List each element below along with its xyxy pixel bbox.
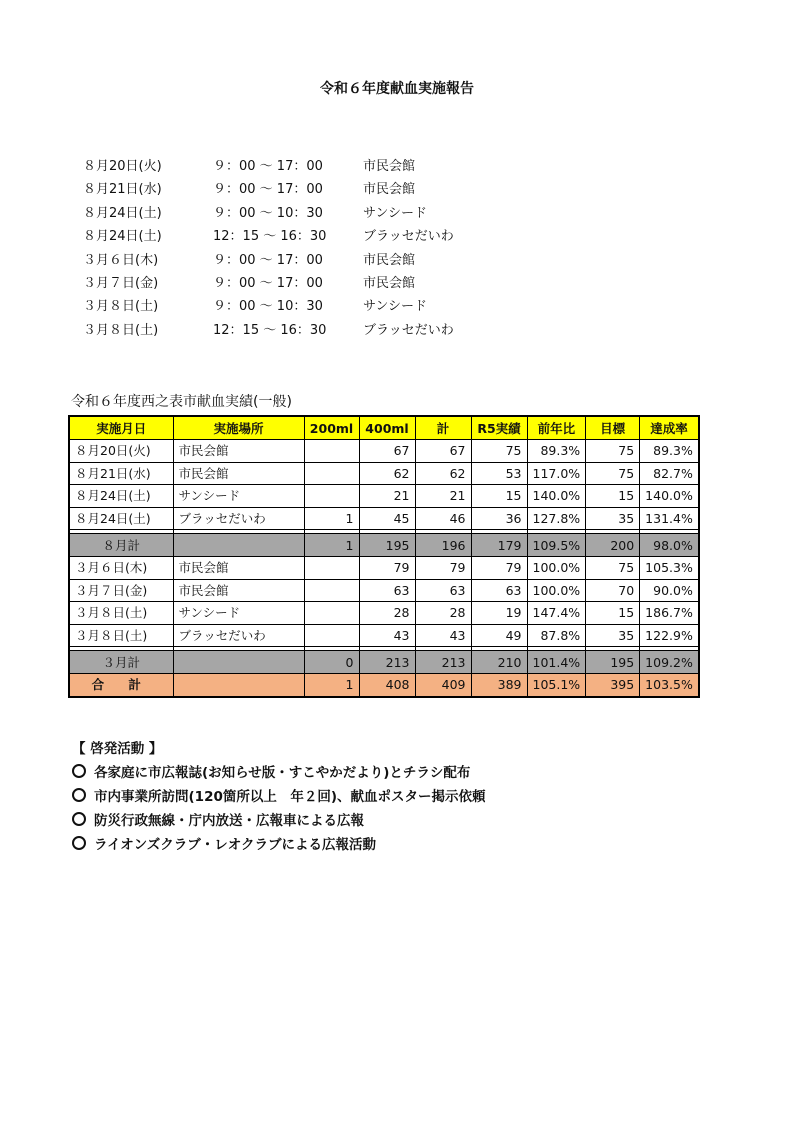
- schedule-place: ブラッセだいわ: [363, 322, 454, 338]
- cell-target: 200: [586, 534, 640, 557]
- subtotal-row-march: [69, 651, 699, 674]
- cell-date: ３月７日(金): [69, 579, 173, 602]
- schedule-place: ブラッセだいわ: [363, 229, 454, 245]
- cell-yoy: 105.1%: [527, 673, 586, 696]
- cell-400ml: 21: [359, 485, 415, 508]
- cell-yoy: 101.4%: [527, 651, 586, 674]
- cell-achievement: 109.2%: [640, 651, 699, 674]
- schedule-place: 市民会館: [363, 159, 416, 174]
- cell-r5: 79: [471, 556, 527, 579]
- cell-total: 213: [415, 651, 471, 674]
- cell-total: 67: [415, 440, 471, 463]
- circle-bullet-icon: [72, 788, 86, 802]
- cell-yoy: 100.0%: [527, 556, 586, 579]
- schedule-time: ９：00 ～ 10：30: [213, 205, 323, 221]
- cell-400ml: 45: [359, 507, 415, 530]
- activity-text: ライオンズクラブ・レオクラブによる広報活動: [94, 837, 377, 853]
- schedule-place: 市民会館: [363, 182, 416, 198]
- cell-target: 395: [586, 673, 640, 696]
- activity-item: [72, 809, 486, 833]
- cell-place: [173, 534, 304, 557]
- cell-r5: 53: [471, 462, 527, 485]
- cell-200ml: 1: [304, 507, 359, 530]
- cell-achievement: 82.7%: [640, 462, 699, 485]
- schedule-place: サンシード: [363, 205, 428, 221]
- header-place: 実施場所: [173, 416, 304, 440]
- table-row: [69, 624, 699, 647]
- activity-text: 市内事業所訪問(120箇所以上 年２回)、献血ポスター掲示依頼: [94, 789, 486, 805]
- cell-target: 75: [586, 462, 640, 485]
- cell-total: 196: [415, 534, 471, 557]
- cell-place: 市民会館: [173, 462, 304, 485]
- cell-target: 35: [586, 624, 640, 647]
- cell-achievement: 186.7%: [640, 602, 699, 625]
- schedule-date: ８月24日(土): [83, 229, 162, 245]
- schedule-time: 12：15 ～ 16：30: [213, 229, 327, 245]
- cell-achievement: 90.0%: [640, 579, 699, 602]
- cell-yoy: 109.5%: [527, 534, 586, 557]
- schedule-date: ３月８日(土): [83, 299, 159, 315]
- table-row: [69, 556, 699, 579]
- cell-total: 46: [415, 507, 471, 530]
- header-200ml: 200ml: [304, 416, 359, 440]
- cell-200ml: [304, 602, 359, 625]
- cell-date: ３月８日(土): [69, 602, 173, 625]
- header-yoy: 前年比: [527, 416, 586, 440]
- table-row: [69, 485, 699, 508]
- activities-heading: 【 啓発活動 】: [72, 741, 163, 757]
- cell-achievement: 140.0%: [640, 485, 699, 508]
- table-row: [69, 602, 699, 625]
- cell-r5: 36: [471, 507, 527, 530]
- cell-400ml: 63: [359, 579, 415, 602]
- cell-r5: 49: [471, 624, 527, 647]
- cell-yoy: 89.3%: [527, 440, 586, 463]
- cell-yoy: 87.8%: [527, 624, 586, 647]
- cell-r5: 15: [471, 485, 527, 508]
- cell-target: 75: [586, 556, 640, 579]
- activity-item: [72, 785, 486, 809]
- cell-r5: 389: [471, 673, 527, 696]
- cell-total: 62: [415, 462, 471, 485]
- schedule-place: 市民会館: [363, 252, 416, 268]
- header-achievement: 達成率: [640, 416, 699, 440]
- results-table: [68, 415, 700, 698]
- cell-200ml: [304, 579, 359, 602]
- cell-date: ８月21日(水): [69, 462, 173, 485]
- cell-total: 409: [415, 673, 471, 696]
- cell-place: サンシード: [173, 485, 304, 508]
- cell-date: ８月24日(土): [69, 507, 173, 530]
- schedule-date: ８月20日(火): [83, 159, 162, 174]
- activity-item: [72, 833, 486, 857]
- cell-total: 63: [415, 579, 471, 602]
- cell-date: ８月24日(土): [69, 485, 173, 508]
- activity-item: [72, 761, 486, 785]
- schedule-date: ８月21日(水): [83, 182, 162, 198]
- cell-label: 合 計: [69, 673, 173, 696]
- cell-400ml: 62: [359, 462, 415, 485]
- header-400ml: 400ml: [359, 416, 415, 440]
- cell-target: 75: [586, 440, 640, 463]
- cell-place: [173, 651, 304, 674]
- cell-total: 28: [415, 602, 471, 625]
- schedule-date: ８月24日(土): [83, 205, 162, 221]
- cell-label: ３月計: [69, 651, 173, 674]
- cell-achievement: 131.4%: [640, 507, 699, 530]
- subtotal-row-august: [69, 534, 699, 557]
- schedule-time: ９：00 ～ 17：00: [213, 252, 323, 268]
- schedule-time: ９：00 ～ 10：30: [213, 299, 323, 315]
- cell-achievement: 98.0%: [640, 534, 699, 557]
- schedule-time: ９：00 ～ 17：00: [213, 159, 323, 174]
- cell-yoy: 147.4%: [527, 602, 586, 625]
- cell-r5: 19: [471, 602, 527, 625]
- cell-place: [173, 673, 304, 696]
- schedule-time: ９：00 ～ 17：00: [213, 182, 323, 198]
- cell-achievement: 105.3%: [640, 556, 699, 579]
- cell-date: ８月20日(火): [69, 440, 173, 463]
- schedule-date: ３月８日(土): [83, 322, 159, 338]
- table-row: [69, 440, 699, 463]
- cell-target: 70: [586, 579, 640, 602]
- cell-200ml: [304, 440, 359, 463]
- cell-date: ３月６日(木): [69, 556, 173, 579]
- table-row: [69, 462, 699, 485]
- cell-achievement: 103.5%: [640, 673, 699, 696]
- activity-text: 各家庭に市広報誌(お知らせ版・すこやかだより)とチラシ配布: [94, 765, 471, 781]
- cell-400ml: 213: [359, 651, 415, 674]
- grand-total-row: [69, 673, 699, 696]
- cell-place: 市民会館: [173, 579, 304, 602]
- cell-r5: 179: [471, 534, 527, 557]
- cell-label: ８月計: [69, 534, 173, 557]
- schedule-time: 12：15 ～ 16：30: [213, 322, 327, 338]
- cell-400ml: 43: [359, 624, 415, 647]
- schedule-time: ９：00 ～ 17：00: [213, 275, 323, 291]
- cell-r5: 210: [471, 651, 527, 674]
- cell-r5: 63: [471, 579, 527, 602]
- table-header-row: [69, 416, 699, 440]
- cell-target: 15: [586, 602, 640, 625]
- schedule-date: ３月６日(木): [83, 252, 159, 268]
- cell-400ml: 67: [359, 440, 415, 463]
- cell-place: サンシード: [173, 602, 304, 625]
- cell-200ml: [304, 624, 359, 647]
- cell-200ml: [304, 556, 359, 579]
- cell-200ml: 1: [304, 534, 359, 557]
- table-caption: 令和６年度西之表市献血実績(一般): [71, 394, 292, 410]
- schedule-place: 市民会館: [363, 275, 416, 291]
- cell-place: ブラッセだいわ: [173, 507, 304, 530]
- cell-400ml: 408: [359, 673, 415, 696]
- cell-target: 195: [586, 651, 640, 674]
- cell-400ml: 28: [359, 602, 415, 625]
- header-total: 計: [415, 416, 471, 440]
- cell-place: ブラッセだいわ: [173, 624, 304, 647]
- cell-total: 79: [415, 556, 471, 579]
- cell-yoy: 117.0%: [527, 462, 586, 485]
- cell-place: 市民会館: [173, 440, 304, 463]
- cell-400ml: 79: [359, 556, 415, 579]
- activities-section: [72, 737, 486, 857]
- cell-200ml: [304, 462, 359, 485]
- cell-yoy: 140.0%: [527, 485, 586, 508]
- cell-yoy: 100.0%: [527, 579, 586, 602]
- header-r5: R5実績: [471, 416, 527, 440]
- table-row: [69, 579, 699, 602]
- activity-text: 防災行政無線・庁内放送・広報車による広報: [94, 813, 364, 829]
- cell-400ml: 195: [359, 534, 415, 557]
- cell-total: 21: [415, 485, 471, 508]
- schedule-place: サンシード: [363, 299, 428, 315]
- cell-yoy: 127.8%: [527, 507, 586, 530]
- page-title: 令和６年度献血実施報告: [320, 81, 474, 97]
- cell-200ml: 1: [304, 673, 359, 696]
- cell-place: 市民会館: [173, 556, 304, 579]
- circle-bullet-icon: [72, 764, 86, 778]
- cell-target: 35: [586, 507, 640, 530]
- cell-200ml: [304, 485, 359, 508]
- cell-date: ３月８日(土): [69, 624, 173, 647]
- cell-target: 15: [586, 485, 640, 508]
- header-date: 実施月日: [69, 416, 173, 440]
- cell-achievement: 89.3%: [640, 440, 699, 463]
- header-target: 目標: [586, 416, 640, 440]
- cell-r5: 75: [471, 440, 527, 463]
- cell-achievement: 122.9%: [640, 624, 699, 647]
- table-row: [69, 507, 699, 530]
- circle-bullet-icon: [72, 812, 86, 826]
- cell-200ml: 0: [304, 651, 359, 674]
- cell-total: 43: [415, 624, 471, 647]
- schedule-date: ３月７日(金): [83, 275, 159, 291]
- circle-bullet-icon: [72, 836, 86, 850]
